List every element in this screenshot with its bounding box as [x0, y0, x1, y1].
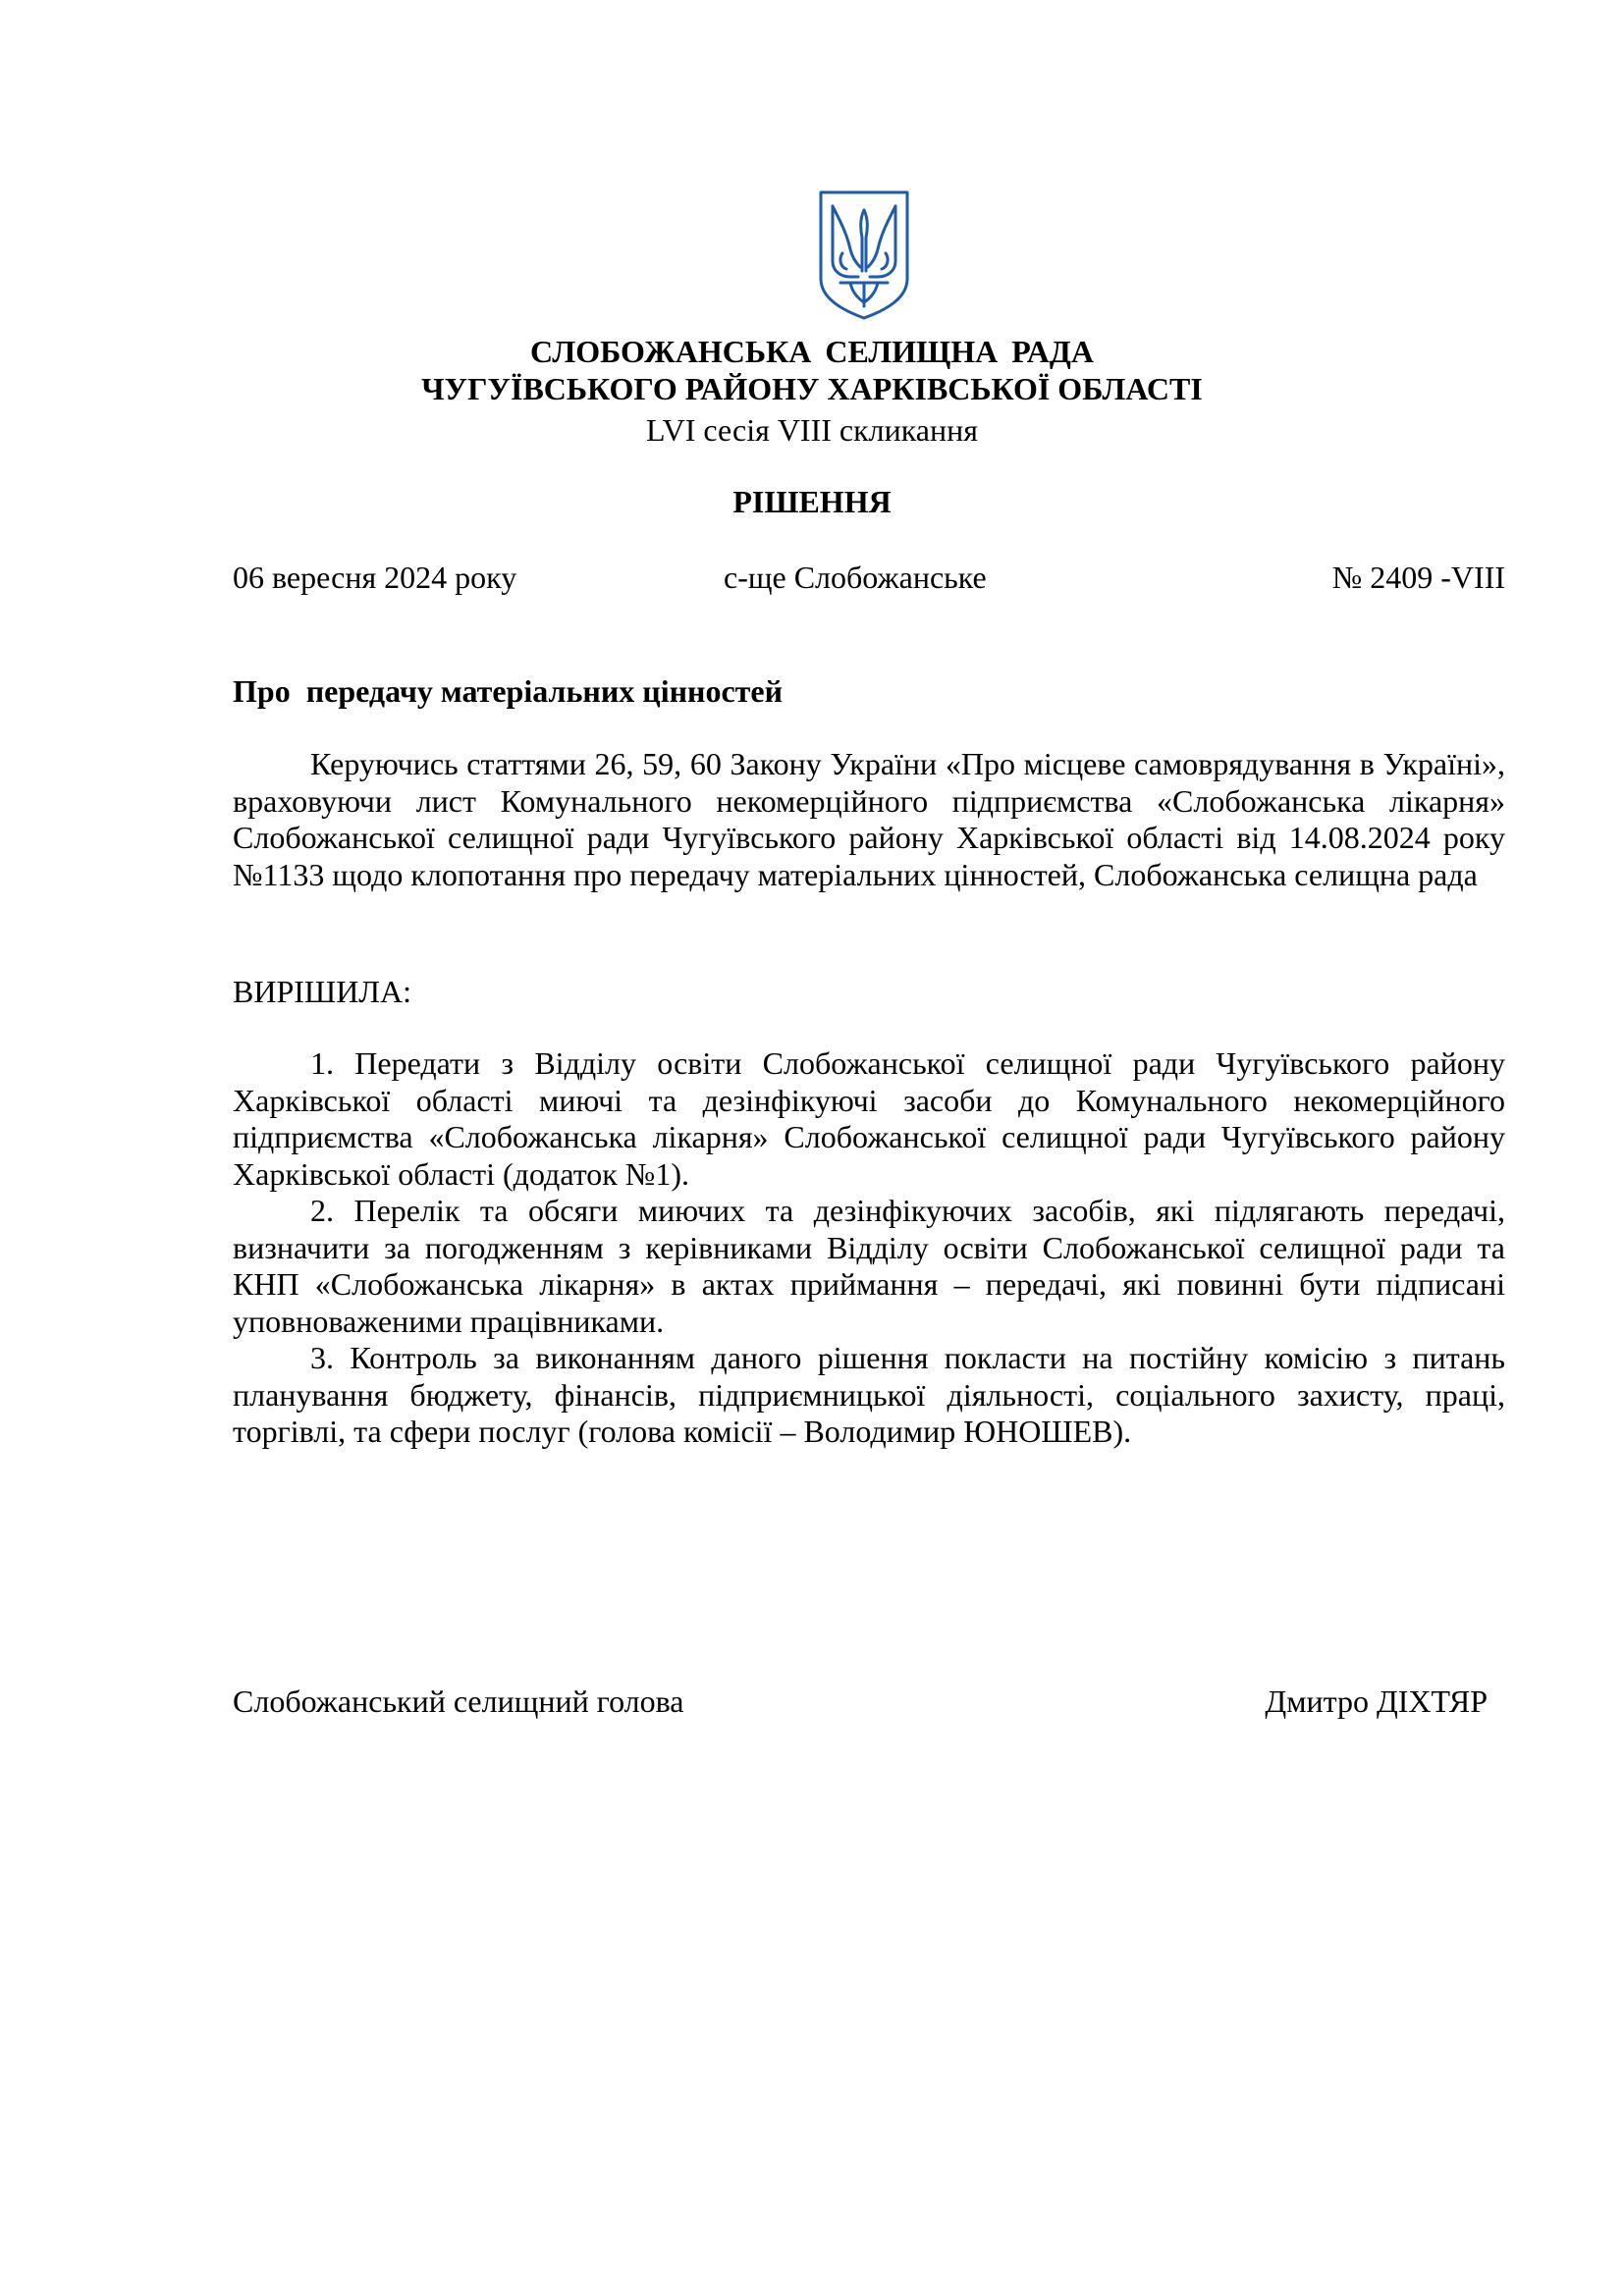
tryzub-emblem-icon — [817, 188, 911, 322]
document-number: № 2409 -VIII — [1331, 560, 1505, 595]
decision-item-3: 3. Контроль за виконанням даного рішення покласти на постійну комісію з питань планування бюджету, фінансів, підприємницької діяльності, соціального захисту, праці, торгівлі, та сфери послуг (голова комісії – Володимир ЮНОШЕВ). — [233, 1340, 1505, 1449]
document-type-title: РІШЕННЯ — [732, 484, 892, 519]
preamble — [233, 746, 1505, 893]
signatory-position: Слобожанський селищний голова — [233, 1683, 684, 1719]
document-meta-row — [233, 558, 1505, 597]
signatory-name: Дмитро ДІХТЯР — [1265, 1683, 1488, 1719]
decided-label: ВИРІШИЛА: — [233, 974, 411, 1009]
decision-item-1: 1. Передати з Відділу освіти Слобожанської селищної ради Чугуївського району Харківської області миючі та дезінфікуючі засоби до Комунального некомерційного підприємства «Слобожанська лікарня» Слобожанської селищної ради Чугуївського району Харківської області (додаток №1). — [233, 1045, 1505, 1192]
council-name: СЛОБОЖАНСЬКА СЕЛИЩНА РАДА — [530, 334, 1094, 369]
decision-item-2: 2. Перелік та обсяги миючих та дезінфікуючих засобів, які підлягають передачі, визначити за погодженням з керівниками Відділу освіти Слобожанської селищної ради та КНП «Слобожанська лікарня» в актах приймання – передачі, які повинні бути підписані уповноваженими працівниками. — [233, 1193, 1505, 1339]
preamble-paragraph: Керуючись статтями 26, 59, 60 Закону України «Про місцеве самоврядування в Україні», враховуючи лист Комунального некомерційного підприємства «Слобожанська лікарня» Слобожанської селищної ради Чугуївського району Харківської області від 14.08.2024 року №1133 щодо клопотання про передачу матеріальних цінностей, Слобожанська селищна рада — [233, 746, 1505, 892]
session-line: LVI сесія VIII скликання — [646, 412, 978, 448]
document-subject: Про передачу матеріальних цінностей — [233, 673, 784, 709]
council-district: ЧУГУЇВСЬКОГО РАЙОНУ ХАРКІВСЬКОЇ ОБЛАСТІ — [421, 371, 1203, 406]
decision-items — [233, 1045, 1505, 1451]
document-date: 06 вересня 2024 року — [233, 560, 517, 595]
document-place: с-ще Слобожанське — [724, 560, 987, 595]
signature-block — [233, 1682, 1488, 1721]
